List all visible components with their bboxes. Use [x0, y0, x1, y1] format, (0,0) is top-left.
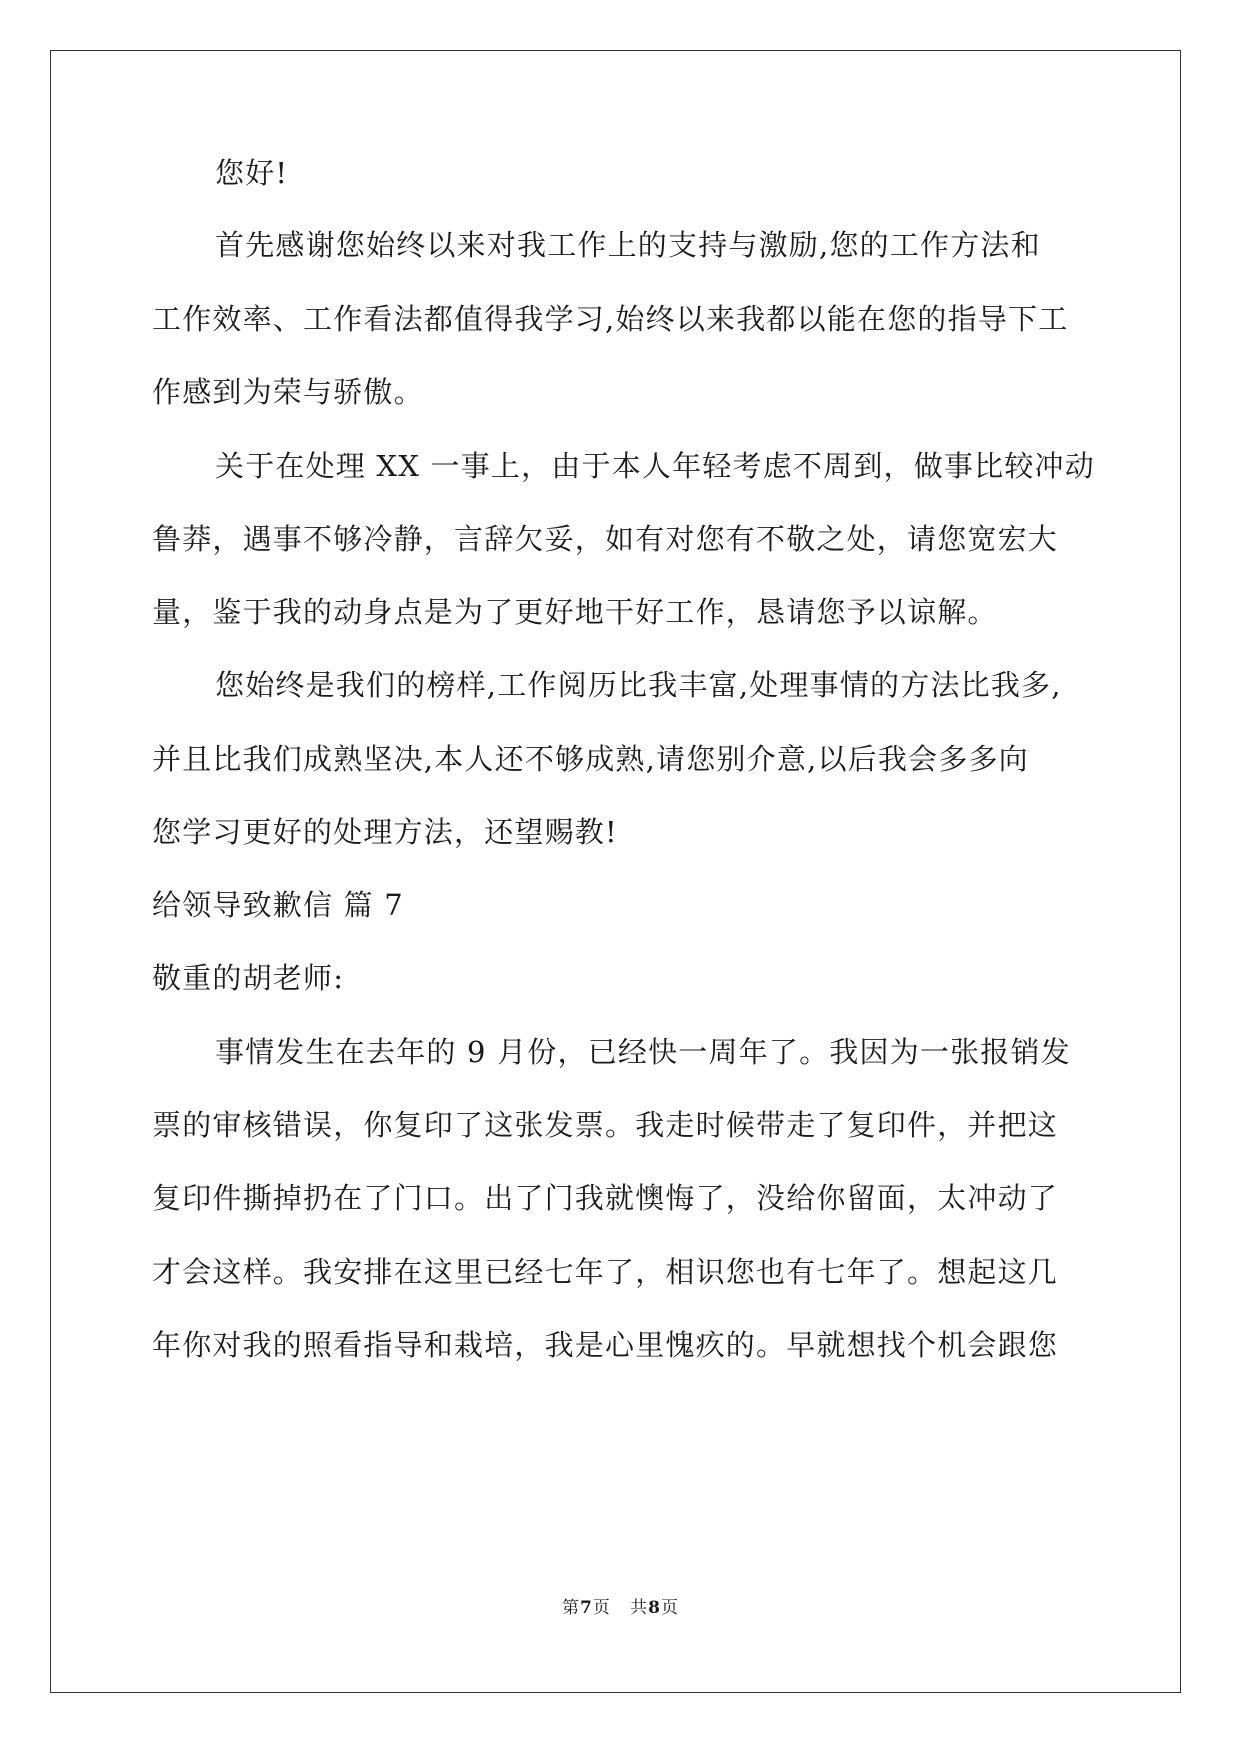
paragraph-1-line-3: 作感到为荣与骄傲。 — [152, 375, 424, 409]
section-heading: 给领导致歉信 篇 7 — [152, 888, 404, 922]
paragraph-4-line-5: 年你对我的照看指导和栽培，我是心里愧疚的。早就想找个机会跟您 — [152, 1328, 1059, 1362]
current-page-number: 7 — [580, 1598, 593, 1618]
paragraph-4-line-2: 票的审核错误，你复印了这张发票。我走时候带走了复印件，并把这 — [152, 1108, 1059, 1142]
paragraph-2-line-2: 鲁莽，遇事不够冷静，言辞欠妥，如有对您有不敬之处，请您宽宏大 — [152, 522, 1059, 556]
paragraph-3-line-3: 您学习更好的处理方法，还望赐教! — [152, 815, 618, 849]
footer-middle: 页 共 — [592, 1598, 649, 1618]
paragraph-4-line-3: 复印件撕掉扔在了门口。出了门我就懊悔了，没给你留面，太冲动了 — [152, 1181, 1059, 1215]
paragraph-1-line-1: 首先感谢您始终以来对我工作上的支持与激励,您的工作方法和 — [215, 228, 1041, 262]
paragraph-2-line-3: 量，鉴于我的动身点是为了更好地干好工作，恳请您予以谅解。 — [152, 595, 998, 629]
paragraph-4-line-1: 事情发生在去年的 9 月份，已经快一周年了。我因为一张报销发 — [215, 1035, 1071, 1069]
page-footer — [0, 1596, 1241, 1620]
footer-suffix: 页 — [660, 1598, 679, 1618]
paragraph-4-line-4: 才会这样。我安排在这里已经七年了，相识您也有七年了。想起这几 — [152, 1255, 1059, 1289]
greeting-line: 您好! — [215, 156, 289, 190]
salutation-line: 敬重的胡老师: — [152, 961, 345, 995]
paragraph-1-line-2: 工作效率、工作看法都值得我学习,始终以来我都以能在您的指导下工 — [152, 302, 1069, 336]
paragraph-3-line-1: 您始终是我们的榜样,工作阅历比我丰富,处理事情的方法比我多, — [215, 668, 1062, 702]
total-page-number: 8 — [648, 1598, 661, 1618]
paragraph-3-line-2: 并且比我们成熟坚决,本人还不够成熟,请您别介意,以后我会多多向 — [152, 742, 1029, 776]
footer-prefix: 第 — [562, 1598, 581, 1618]
paragraph-2-line-1: 关于在处理 XX 一事上，由于本人年轻考虑不周到，做事比较冲动 — [215, 449, 1095, 483]
page-border — [50, 50, 1181, 1693]
